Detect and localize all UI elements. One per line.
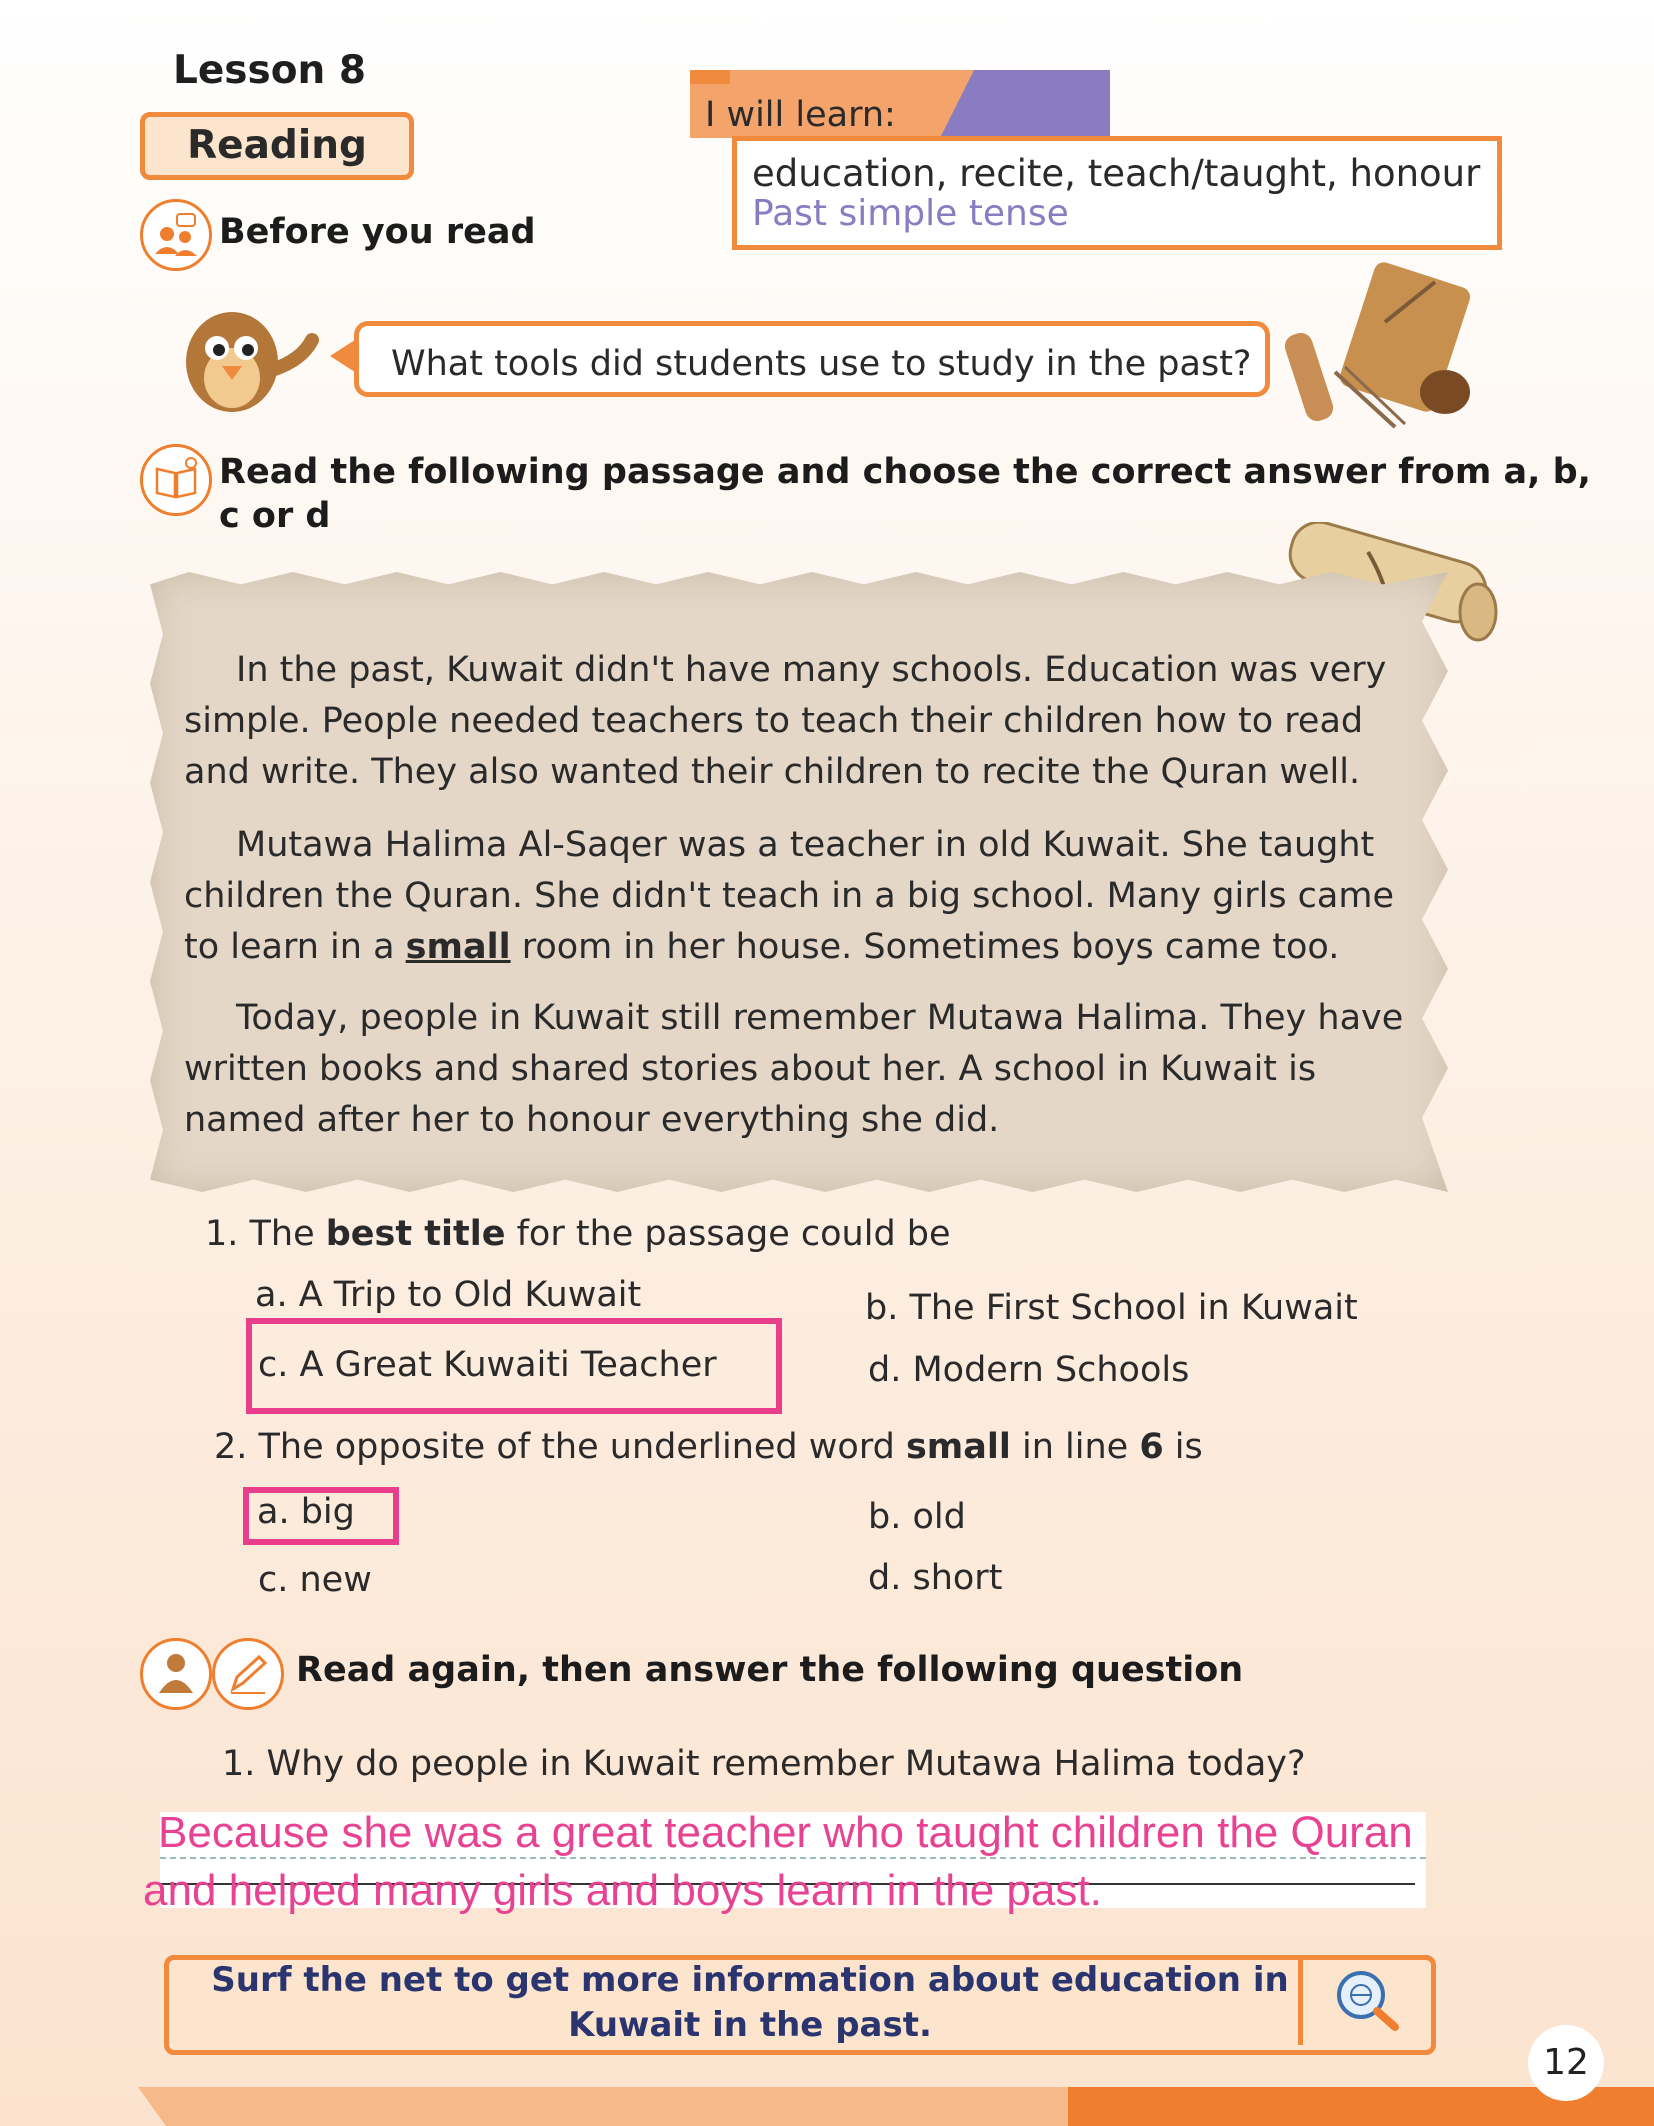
before-you-read-heading: Before you read (219, 212, 536, 252)
q1-option-a[interactable]: a. A Trip to Old Kuwait (255, 1275, 642, 1315)
q2-option-d[interactable]: d. short (868, 1558, 1003, 1598)
learn-tab-accent (690, 70, 730, 84)
learn-vocabulary: education, recite, teach/taught, honour (752, 152, 1481, 195)
question-1: 1. The best title for the passage could be (205, 1214, 951, 1254)
discussion-icon (140, 199, 212, 271)
prompt-question: What tools did students use to study in the past? (354, 321, 1270, 397)
reader-icon (140, 1638, 212, 1710)
passage-p2-end: room in her house. Sometimes boys came too. (510, 927, 1340, 967)
bird-mascot-icon (172, 300, 322, 422)
reading-instruction-line2: c or d (219, 496, 331, 536)
web-search-icon[interactable] (1298, 1955, 1431, 2045)
pencil-icon (212, 1638, 284, 1710)
open-question: 1. Why do people in Kuwait remember Mutawa Halima today? (222, 1744, 1306, 1784)
reading-book-icon (140, 444, 212, 516)
q1-option-d[interactable]: d. Modern Schools (868, 1350, 1190, 1390)
answer-line-2: and helped many girls and boys learn in the past. (143, 1866, 1102, 1915)
q2-option-c[interactable]: c. new (258, 1560, 372, 1600)
footer-bar (138, 2087, 1068, 2126)
passage-paragraph-2 (184, 820, 1424, 973)
page-number: 12 (1528, 2025, 1604, 2101)
read-again-heading: Read again, then answer the following question (296, 1650, 1244, 1690)
underlined-word: small (405, 927, 511, 967)
q2-option-b[interactable]: b. old (868, 1497, 966, 1537)
lesson-title: Lesson 8 (173, 48, 367, 93)
answer-line-1: Because she was a great teacher who taught children the Quran (158, 1808, 1413, 1857)
q1-option-b[interactable]: b. The First School in Kuwait (865, 1288, 1358, 1328)
question-2: 2. The opposite of the underlined word small in line 6 is (214, 1427, 1203, 1467)
surf-text-line2: Kuwait in the past. (568, 2005, 932, 2045)
q1-option-c[interactable]: c. A Great Kuwaiti Teacher (258, 1345, 717, 1385)
passage-p2-start: Mutawa Halima Al-Saqer was a teacher in old Kuwait. She taught children the Quran. She didn't teach in a big school. Many girls came to learn in a (184, 825, 1394, 967)
q2-option-a[interactable]: a. big (257, 1492, 355, 1532)
learn-label: I will learn: (705, 95, 896, 135)
reading-instruction-line1: Read the following passage and choose the correct answer from a, b, (219, 452, 1591, 492)
section-label: Reading (140, 112, 414, 180)
learn-grammar: Past simple tense (752, 193, 1069, 234)
writing-tools-icon (1285, 262, 1485, 436)
passage-paragraph-3: Today, people in Kuwait still remember Mutawa Halima. They have written books and shared stories about her. A school in Kuwait is named after her to honour everything she did. (184, 998, 1404, 1140)
passage-paragraph-1: In the past, Kuwait didn't have many schools. Education was very simple. People needed teachers to teach their children how to read and write. They also wanted their children to recite the Quran well. (184, 650, 1387, 792)
surf-text-line1: Surf the net to get more information about education in (211, 1960, 1289, 2000)
